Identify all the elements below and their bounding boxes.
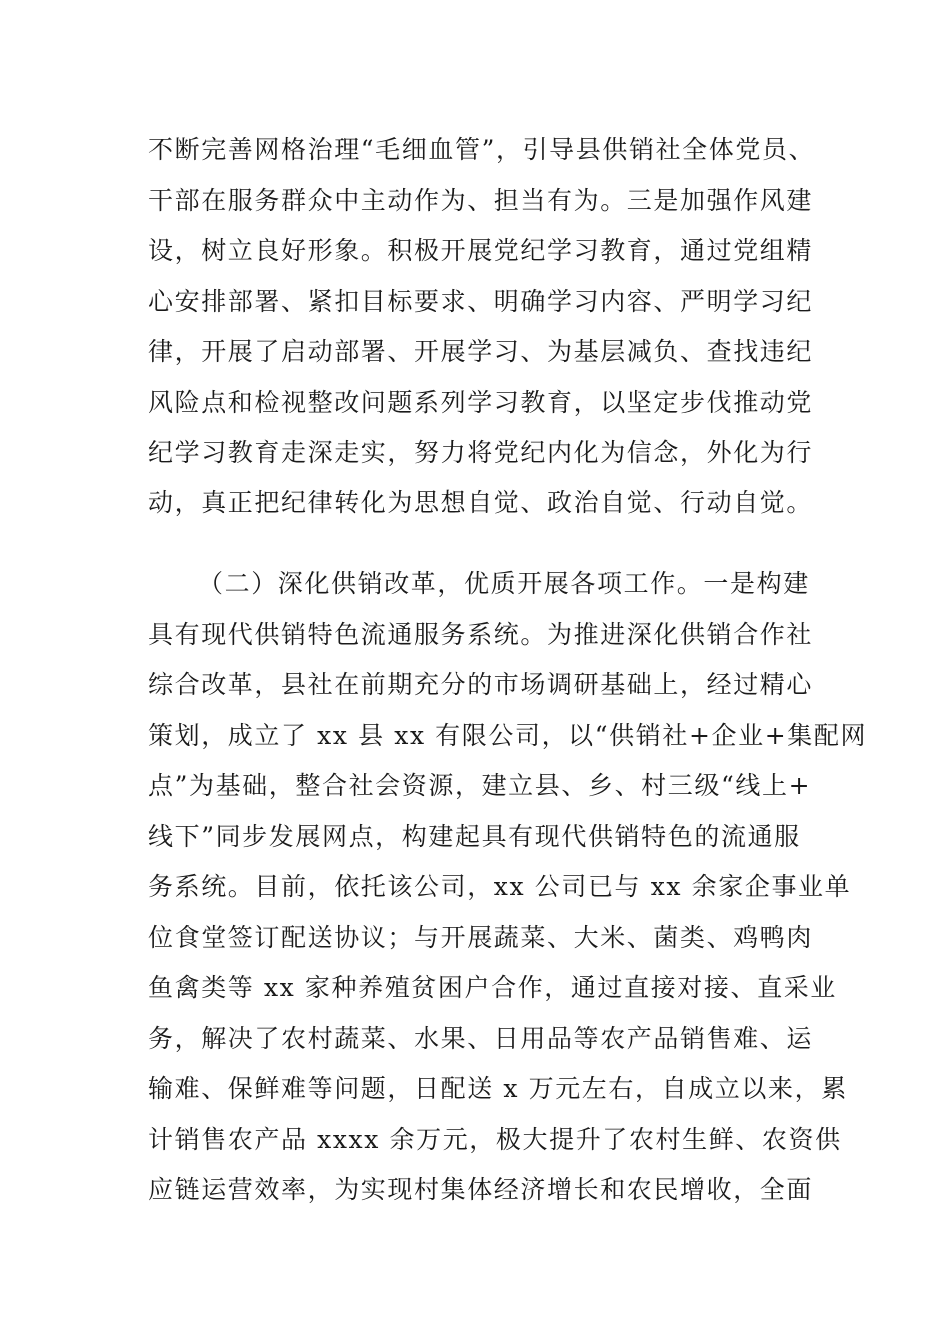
- paragraph-2-line-8: 位食堂签订配送协议；与开展蔬菜、大米、菌类、鸡鸭肉: [148, 923, 814, 952]
- paragraph-2-line-11: 输难、保鲜难等问题，日配送 x 万元左右，自成立以来，累: [148, 1074, 848, 1103]
- paragraph-1-line-1: 不断完善网格治理“毛细血管”，引导县供销社全体党员、: [148, 135, 816, 164]
- paragraph-1-line-4: 心安排部署、紧扣目标要求、明确学习内容、严明学习纪: [148, 287, 814, 316]
- paragraph-2-line-7: 务系统。目前，依托该公司，xx 公司已与 xx 余家企事业单: [148, 872, 852, 901]
- paragraph-2-line-2: 具有现代供销特色流通服务系统。为推进深化供销合作社: [148, 620, 814, 649]
- paragraph-1-line-7: 纪学习教育走深走实，努力将党纪内化为信念，外化为行: [148, 438, 814, 467]
- paragraph-2-line-9: 鱼禽类等 xx 家种养殖贫困户合作，通过直接对接、直采业: [148, 973, 837, 1002]
- paragraph-2-line-12: 计销售农产品 xxxx 余万元，极大提升了农村生鲜、农资供: [148, 1125, 842, 1154]
- paragraph-1-line-5: 律，开展了启动部署、开展学习、为基层减负、查找违纪: [148, 337, 814, 366]
- paragraph-2-line-5: 点”为基础，整合社会资源，建立县、乡、村三级“线上+: [148, 771, 812, 800]
- paragraph-1-line-6: 风险点和检视整改问题系列学习教育，以坚定步伐推动党: [148, 388, 814, 417]
- paragraph-2-line-10: 务，解决了农村蔬菜、水果、日用品等农产品销售难、运: [148, 1024, 814, 1053]
- paragraph-2-line-4: 策划，成立了 xx 县 xx 有限公司，以“供销社+企业+集配网: [148, 721, 868, 750]
- paragraph-2-line-1: （二）深化供销改革，优质开展各项工作。一是构建: [198, 569, 810, 598]
- paragraph-2-line-3: 综合改革，县社在前期充分的市场调研基础上，经过精心: [148, 670, 814, 699]
- paragraph-1-line-8: 动，真正把纪律转化为思想自觉、政治自觉、行动自觉。: [148, 488, 814, 517]
- paragraph-1-line-2: 干部在服务群众中主动作为、担当有为。三是加强作风建: [148, 186, 814, 215]
- paragraph-1-line-3: 设，树立良好形象。积极开展党纪学习教育，通过党组精: [148, 236, 814, 265]
- paragraph-2-line-6: 线下”同步发展网点，构建起具有现代供销特色的流通服: [148, 822, 801, 851]
- paragraph-2-line-13: 应链运营效率，为实现村集体经济增长和农民增收，全面: [148, 1175, 814, 1204]
